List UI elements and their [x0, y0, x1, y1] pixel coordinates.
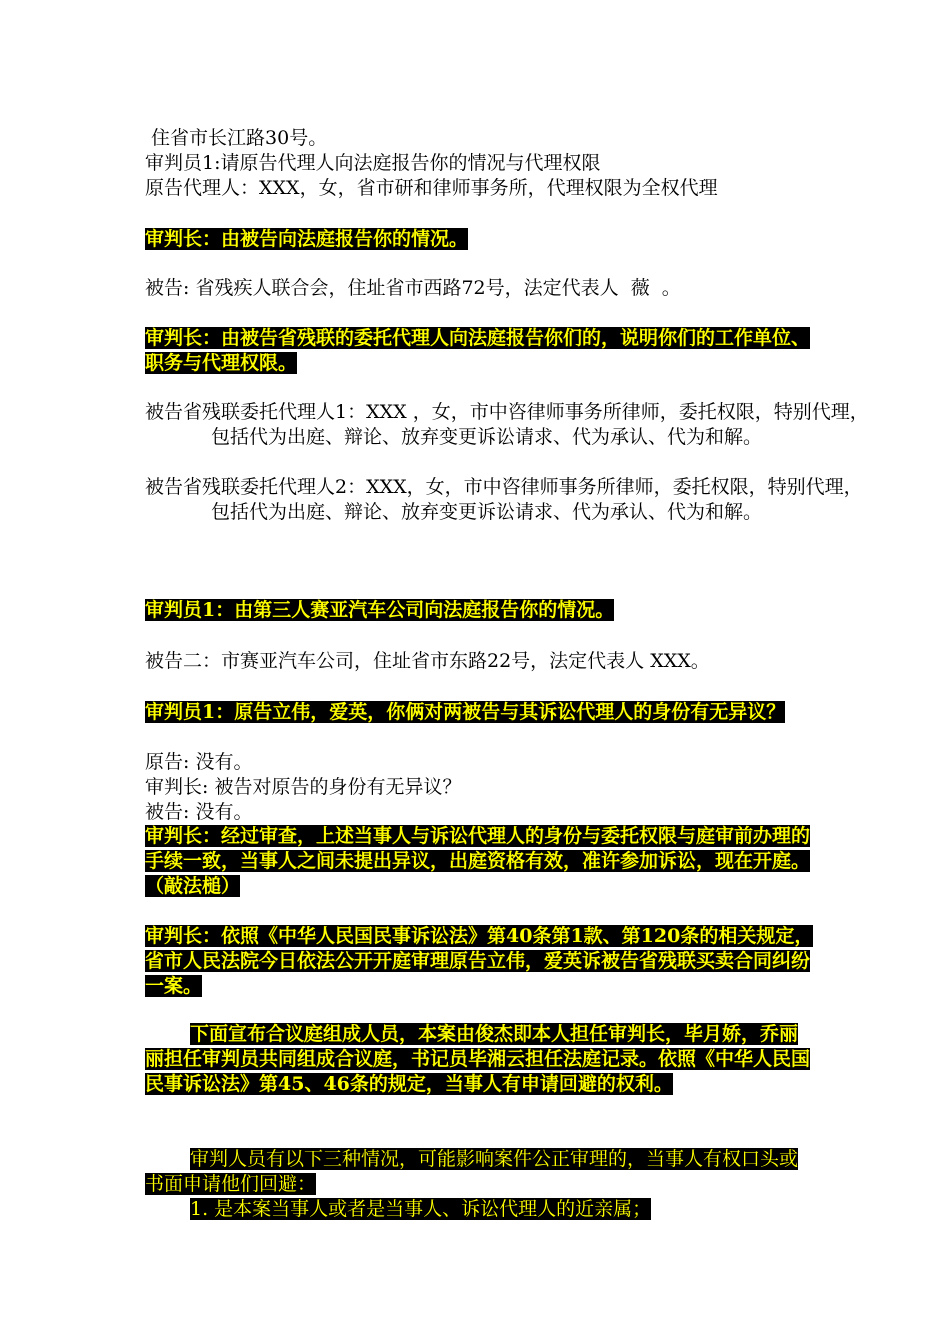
text-line: 被告: 没有。: [145, 801, 253, 823]
highlighted-paragraph: 审判长：由被告向法庭报告你的情况。: [145, 228, 469, 250]
text-line: 住省市长江路30号。: [145, 127, 328, 149]
text-line: 被告二：市赛亚汽车公司，住址省市东路22号，法定代表人 XXX。: [145, 650, 710, 672]
highlighted-paragraph: 下面宣布合议庭组成人员，本案由俊杰即本人担任审判长，毕月娇，乔丽丽担任审判员共同组成合议庭，书记员毕湘云担任法庭记录。依照《中华人民国民事诉讼法》第45、46条的规定，当事人有申请回避的权利。: [145, 1023, 811, 1095]
highlighted-paragraph: 审判长：由被告省残联的委托代理人向法庭报告你们的，说明你们的工作单位、职务与代理权限。: [145, 327, 811, 374]
text-line: 原告: 没有。: [145, 751, 253, 773]
text-line: 原告代理人：XXX，女，省市研和律师事务所，代理权限为全权代理: [145, 177, 718, 199]
list-item: 1. 是本案当事人或者是当事人、诉讼代理人的近亲属；: [190, 1198, 652, 1220]
text-paragraph: 被告省残联委托代理人2：XXX，女，市中咨律师事务所律师，委托权限，特别代理，包括代为出庭、辩论、放弃变更诉讼请求、代为承认、代为和解。: [145, 476, 863, 523]
highlighted-paragraph: 审判长：经过审查，上述当事人与诉讼代理人的身份与委托权限与庭审前办理的手续一致，当事人之间未提出异议，出庭资格有效，准许参加诉讼，现在开庭。（敲法槌）: [145, 825, 811, 897]
text-line: 审判长: 被告对原告的身份有无异议？: [145, 776, 462, 798]
highlighted-paragraph: 审判人员有以下三种情况，可能影响案件公正审理的，当事人有权口头或书面申请他们回避：: [145, 1148, 799, 1195]
text-line: 被告: 省残疾人联合会，住址省市西路72号，法定代表人 薇 。: [145, 277, 681, 299]
text-paragraph: 被告省残联委托代理人1：XXX ，女，市中咨律师事务所律师，委托权限，特别代理，包括代为出庭、辩论、放弃变更诉讼请求、代为承认、代为和解。: [145, 401, 869, 448]
text-line: 审判员1:请原告代理人向法庭报告你的情况与代理权限: [145, 152, 601, 174]
highlighted-paragraph: 审判长：依照《中华人民国民事诉讼法》第40条第1款、第120条的相关规定，省市人民法院今日依法公开开庭审理原告立伟，爱英诉被告省残联买卖合同纠纷一案。: [145, 925, 814, 997]
highlighted-paragraph: 审判员1：原告立伟，爱英，你俩对两被告与其诉讼代理人的身份有无异议？: [145, 701, 786, 723]
highlighted-paragraph: 审判员1：由第三人赛亚汽车公司向法庭报告你的情况。: [145, 599, 615, 621]
